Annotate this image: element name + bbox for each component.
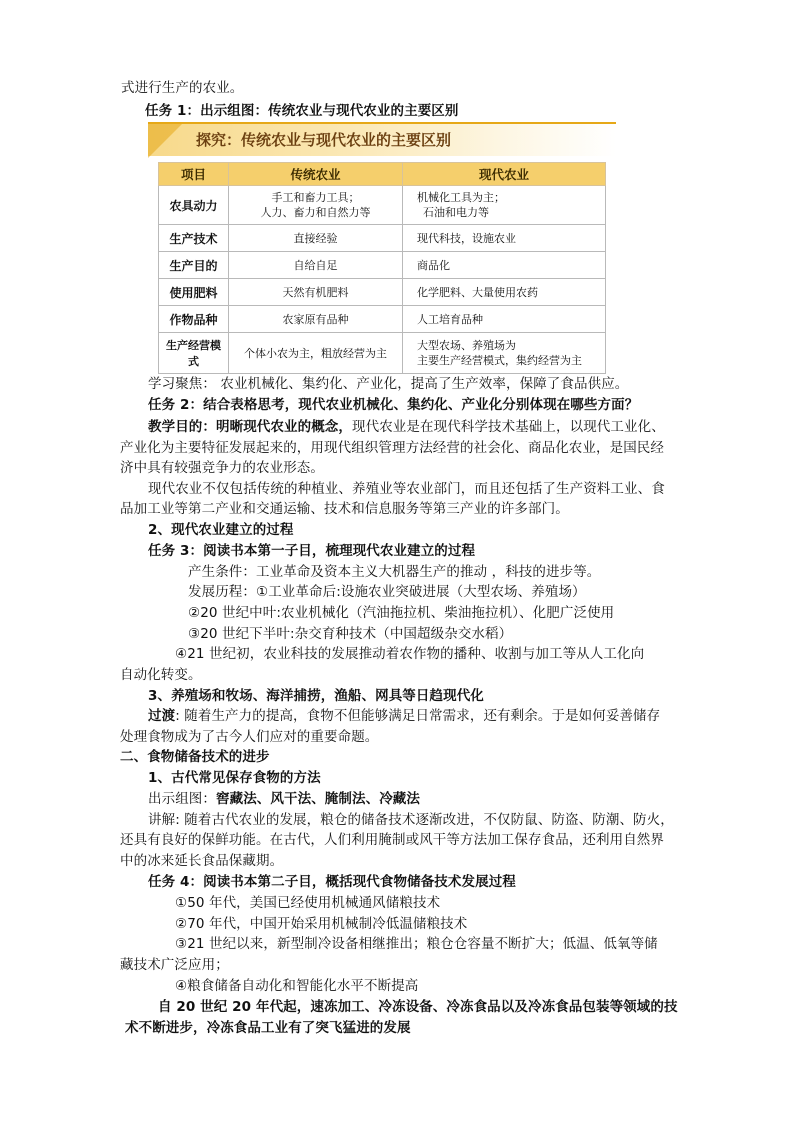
milestone-3b: 藏技术广泛应用； bbox=[120, 957, 229, 973]
history-line1: 发展历程：①工业革命后:设施农业突破进展（大型农场、养殖场） bbox=[188, 584, 586, 600]
explain-line3: 中的冰来延长食品保藏期。 bbox=[120, 853, 284, 869]
table-row bbox=[159, 186, 606, 225]
modern-cell: 化学肥料、大量使用农药 bbox=[403, 279, 606, 306]
table-row bbox=[159, 279, 606, 306]
modern-cell bbox=[403, 333, 606, 374]
task1-line: 任务 1：出示组图：传统农业与现代农业的主要区别 bbox=[145, 103, 459, 119]
heading-2: 2、现代农业建立的过程 bbox=[148, 522, 294, 538]
table-row bbox=[159, 306, 606, 333]
modern-cell: 商品化 bbox=[403, 252, 606, 279]
row-item: 作物品种 bbox=[159, 306, 229, 333]
milestone-2: ②70 年代，中国开始采用机械制冷低温储粮技术 bbox=[175, 916, 468, 932]
cell-line: 大型农场、养殖场为 bbox=[417, 339, 516, 352]
header-traditional: 传统农业 bbox=[229, 163, 403, 186]
conditions-line: 产生条件：工业革命及资本主义大机器生产的推动 ，科技的进步等。 bbox=[188, 564, 601, 580]
cell-line: 手工和畜力工具； bbox=[271, 191, 360, 204]
transition-text: : 随着生产力的提高，食物不但能够满足日常需求，还有剩余。于是如何妥善储存 bbox=[175, 708, 661, 724]
teaching-purpose-line3: 济中具有较强竞争力的农业形态。 bbox=[120, 460, 324, 476]
traditional-cell: 自给自足 bbox=[229, 252, 403, 279]
milestone-4: ④粮食储备自动化和智能化水平不断提高 bbox=[175, 978, 419, 994]
figure-agriculture-comparison bbox=[148, 122, 616, 366]
row-item: 使用肥料 bbox=[159, 279, 229, 306]
row-item: 生产技术 bbox=[159, 225, 229, 252]
table-header-row bbox=[159, 163, 606, 186]
traditional-cell bbox=[229, 186, 403, 225]
cell-line: 主要生产经营模式，集约经营为主 bbox=[417, 354, 582, 367]
teaching-purpose-line1 bbox=[148, 417, 665, 437]
show-images-label: 出示组图： bbox=[148, 791, 216, 807]
table-row bbox=[159, 252, 606, 279]
teaching-purpose-text: 现代农业是在现代科学技术基础上，以现代工业化、 bbox=[352, 419, 665, 435]
show-images-text: 窖藏法、风干法、腌制法、冷藏法 bbox=[216, 791, 420, 807]
history-line5: 自动化转变。 bbox=[120, 667, 202, 683]
heading-2-1: 1、古代常见保存食物的方法 bbox=[148, 770, 321, 786]
task2-line: 任务 2：结合表格思考，现代农业机械化、集约化、产业化分别体现在哪些方面？ bbox=[148, 397, 639, 413]
cell-line: 人力、畜力和自然力等 bbox=[260, 206, 371, 219]
show-images-line bbox=[148, 789, 420, 809]
section-2-heading: 二、食物储备技术的进步 bbox=[120, 749, 270, 765]
traditional-cell: 直接经验 bbox=[229, 225, 403, 252]
learning-focus: 学习聚焦： 农业机械化、集约化、产业化，提高了生产效率，保障了食品供应。 bbox=[148, 376, 629, 392]
history-line4: ④21 世纪初，农业科技的发展推动着农作物的播种、收割与加工等从人工化向 bbox=[175, 646, 645, 662]
modern-cell: 现代科技，设施农业 bbox=[403, 225, 606, 252]
cell-line: 石油和电力等 bbox=[423, 206, 489, 219]
teaching-purpose-line2: 产业化为主要特征发展起来的，用现代组织管理方法经营的社会化、商品化农业，是国民经 bbox=[120, 440, 664, 456]
row-item: 生产目的 bbox=[159, 252, 229, 279]
intro-tail: 式进行生产的农业。 bbox=[121, 80, 244, 96]
table-row bbox=[159, 333, 606, 374]
task3-line: 任务 3：阅读书本第一子目，梳理现代农业建立的过程 bbox=[148, 543, 476, 559]
transition-line2: 处理食物成为了古今人们应对的重要命题。 bbox=[120, 729, 379, 745]
modern-cell bbox=[403, 186, 606, 225]
paragraph2-line2: 品加工业等第二产业和交通运输、技术和信息服务等第三产业的许多部门。 bbox=[120, 501, 569, 517]
row-item: 生产经营模式 bbox=[159, 333, 229, 374]
modern-cell: 人工培育品种 bbox=[403, 306, 606, 333]
traditional-cell: 天然有机肥料 bbox=[229, 279, 403, 306]
figure-top-rule bbox=[148, 122, 616, 124]
closing-line1: 自 20 世纪 20 年代起，速冻加工、冷冻设备、冷冻食品以及冷冻食品包装等领域的技 bbox=[158, 999, 678, 1015]
history-line3: ③20 世纪下半叶:杂交育种技术（中国超级杂交水稻） bbox=[188, 626, 513, 642]
transition-label: 过渡 bbox=[148, 708, 176, 724]
closing-line2: 术不断进步，冷冻食品工业有了突飞猛进的发展 bbox=[125, 1020, 411, 1036]
traditional-cell: 个体小农为主，粗放经营为主 bbox=[229, 333, 403, 374]
figure-corner-triangle bbox=[148, 124, 182, 158]
figure-title: 探究：传统农业与现代农业的主要区别 bbox=[196, 131, 452, 149]
explain-line1: 讲解: 随着古代农业的发展，粮仓的储备技术逐渐改进，不仅防鼠、防盗、防潮、防火， bbox=[148, 812, 674, 828]
transition-line1 bbox=[148, 706, 660, 726]
teaching-purpose-label: 教学目的：明晰现代农业的概念， bbox=[148, 419, 352, 435]
paragraph2-line1: 现代农业不仅包括传统的种植业、养殖业等农业部门，而且还包括了生产资料工业、食 bbox=[148, 481, 665, 497]
explain-line2: 还具有良好的保鲜功能。在古代，人们利用腌制或风干等方法加工保存食品，还利用自然界 bbox=[120, 832, 664, 848]
row-item: 农具动力 bbox=[159, 186, 229, 225]
traditional-cell: 农家原有品种 bbox=[229, 306, 403, 333]
table-row bbox=[159, 225, 606, 252]
header-item: 项目 bbox=[159, 163, 229, 186]
task4-line: 任务 4：阅读书本第二子目，概括现代食物储备技术发展过程 bbox=[148, 874, 516, 890]
cell-line: 机械化工具为主； bbox=[417, 191, 505, 204]
comparison-table bbox=[158, 162, 606, 374]
milestone-3a: ③21 世纪以来，新型制冷设备相继推出；粮仓仓容量不断扩大；低温、低氧等储 bbox=[175, 936, 658, 952]
history-line2: ②20 世纪中叶:农业机械化（汽油拖拉机、柴油拖拉机）、化肥广泛使用 bbox=[188, 605, 615, 621]
heading-3: 3、养殖场和牧场、海洋捕捞，渔船、网具等日趋现代化 bbox=[148, 688, 484, 704]
header-modern: 现代农业 bbox=[403, 163, 606, 186]
milestone-1: ①50 年代，美国已经使用机械通风储粮技术 bbox=[175, 895, 441, 911]
